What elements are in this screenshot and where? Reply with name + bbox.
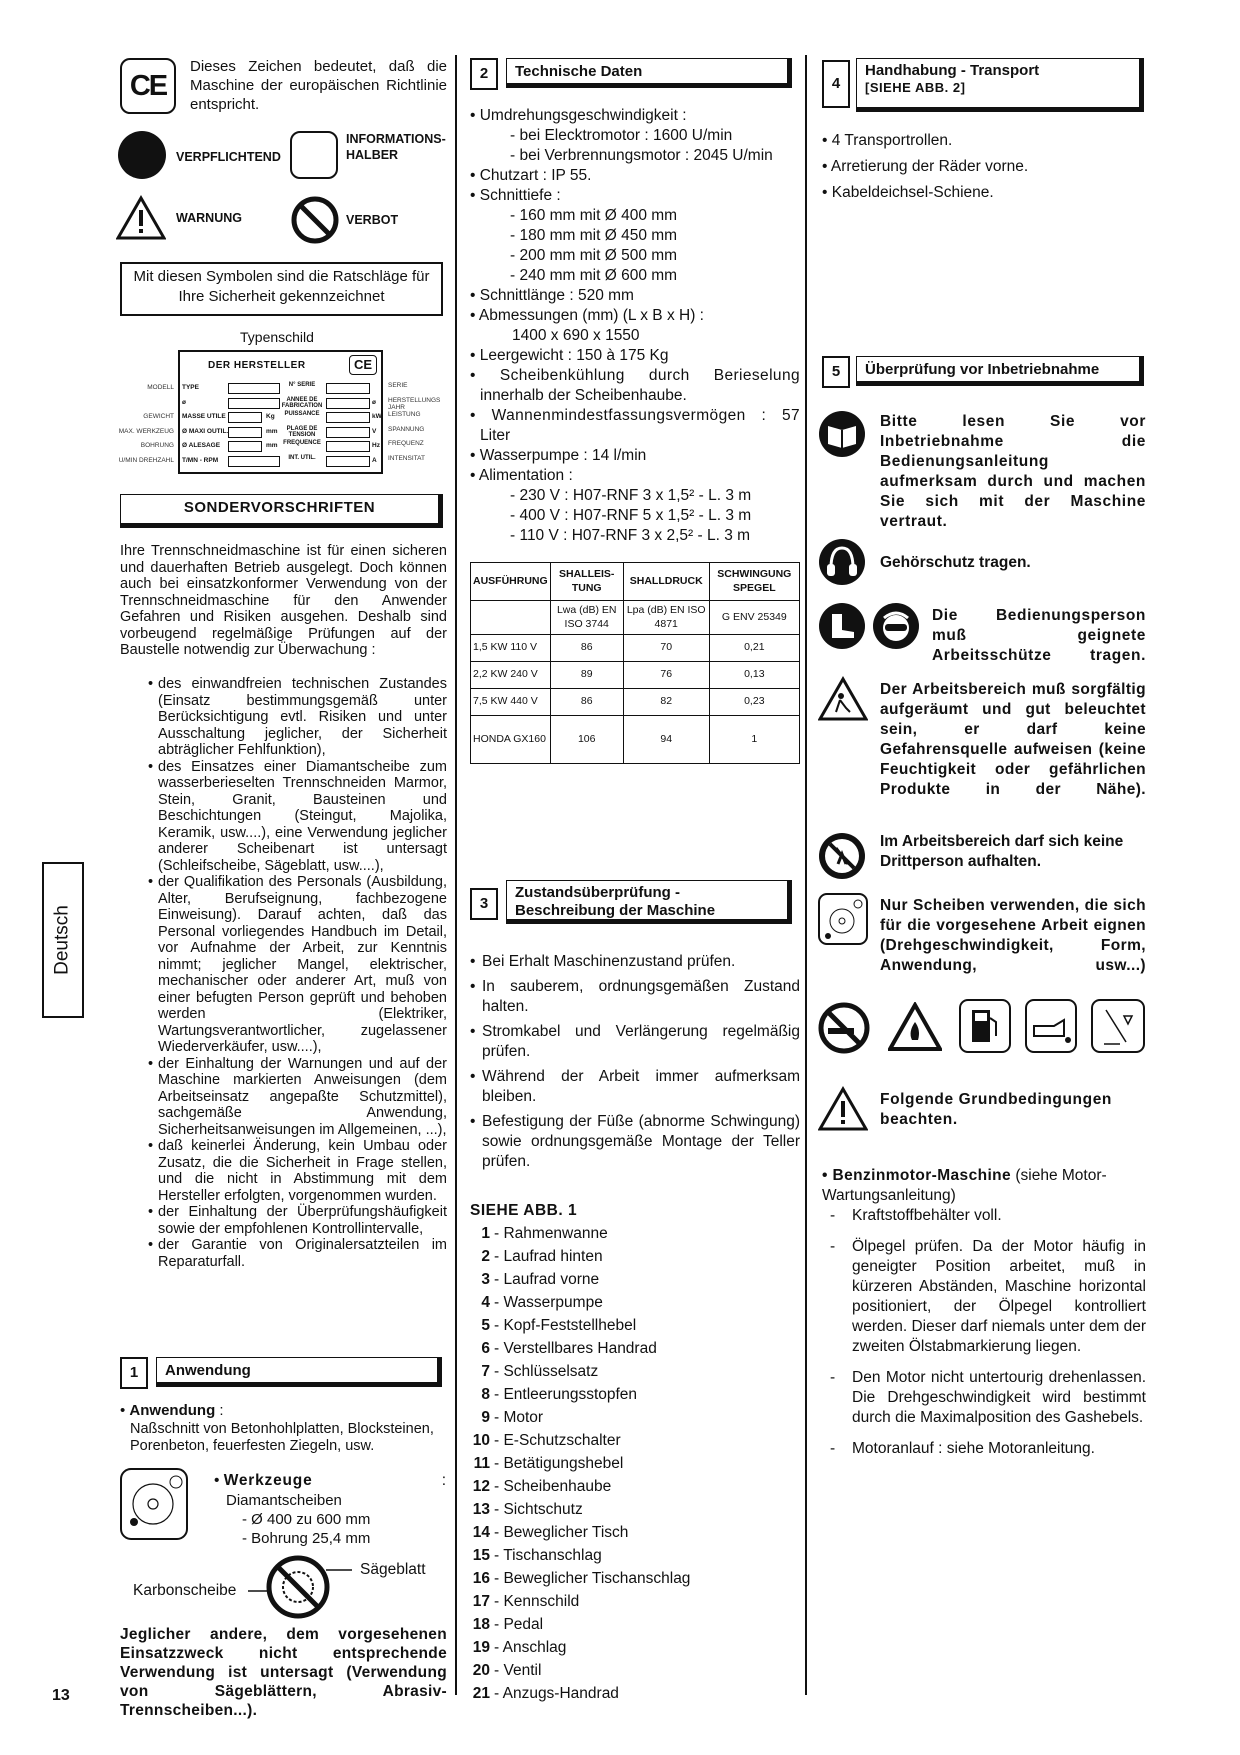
noise-table-cell: 70	[623, 635, 709, 662]
part-item	[470, 1429, 690, 1452]
plate-field-label: INT. UTIL.	[288, 454, 316, 461]
ce-description: Dieses Zeichen bedeutet, daß die Maschine der europäischen Richtlinie entspricht.	[190, 58, 447, 113]
bullet: •	[470, 1023, 476, 1040]
part-number: 17	[472, 1593, 490, 1610]
mandatory-label: VERPFLICHTEND	[176, 150, 281, 164]
warning-icon	[116, 195, 166, 241]
part-number: 14	[472, 1524, 490, 1541]
part-name: - Laufrad vorne	[494, 1271, 600, 1288]
plate-field-label: MASSE UTILE	[182, 413, 226, 420]
fuel-pump-icon	[958, 998, 1012, 1054]
bullet: •	[148, 1055, 154, 1072]
tech-data-line: • Schnittlänge : 520 mm	[470, 287, 634, 304]
part-item	[470, 1590, 690, 1613]
noise-table-row	[471, 716, 800, 764]
tech-data-line: - 230 V : H07-RNF 3 x 1,5² - L. 3 m	[510, 487, 752, 504]
part-name: - Ventil	[494, 1662, 542, 1679]
plate-left-label: U/MIN DREHZAHL	[118, 456, 174, 464]
part-item	[470, 1245, 690, 1268]
tech-data-line: • Leergewicht : 150 à 175 Kg	[470, 347, 669, 364]
bullet: •	[470, 953, 476, 970]
bullet: •	[148, 874, 154, 890]
part-number: 1	[481, 1225, 490, 1242]
disc-rotation-icon	[120, 1468, 188, 1540]
part-number: 9	[481, 1409, 490, 1426]
part-item	[470, 1406, 690, 1429]
tech-data-line: - 160 mm mit Ø 400 mm	[510, 207, 678, 224]
tech-data-line: • Wannenmindestfassungsvermögen : 57	[470, 407, 800, 424]
tech-data-list	[470, 106, 800, 546]
part-name: - Anzugs-Handrad	[494, 1685, 619, 1702]
part-item	[470, 1337, 690, 1360]
part-number: 20	[472, 1662, 490, 1679]
sonder-item	[148, 759, 447, 875]
bullet: •	[470, 1068, 476, 1085]
sonder-title: SONDERVORSCHRIFTEN	[183, 499, 376, 516]
section-1-title: Anwendung	[156, 1357, 442, 1387]
warning-label: WARNUNG	[176, 211, 242, 225]
section-4-number: 4	[822, 60, 850, 108]
oil-check-icon	[1024, 998, 1078, 1054]
benzin-check-text: Ölpegel prüfen. Da der Motor häufig in geneigter Position arbeitet, muß in kürzeren Abständen, Maschine horizontal positioniert, der Ölpegel kontrolliert werden. Dieser darf niemals unter dem der zweiten Ölstabmarkierung liegen.	[852, 1238, 1146, 1355]
tidy-workplace-warning-icon	[818, 676, 868, 722]
condition-check-text: Bei Erhalt Maschinenzustand prüfen.	[482, 953, 736, 970]
plate-field	[228, 383, 280, 394]
plate-field-label: ø	[182, 398, 186, 406]
part-item	[470, 1222, 690, 1245]
part-item	[470, 1613, 690, 1636]
part-name: - Pedal	[494, 1616, 544, 1633]
tech-data-line: • Chutzart : IP 55.	[470, 167, 592, 184]
sonder-item-text: des Einsatzes einer Diamantscheibe zum wasserberieselten Trennschneiden Marmor, Stein, Granit, Bausteinen und Beschichtungen (Steingut, Majolika, Keramik, usw....), eine Verwendung jeglicher anderer Scheibenart ist untersagt (Schleifscheibe, Sägeblatt, usw....),	[158, 758, 447, 874]
benzin-note: (siehe Motor-Wartungsanleitung)	[822, 1167, 1107, 1204]
bullet: •	[148, 1204, 154, 1220]
part-name: - Beweglicher Tisch	[494, 1524, 629, 1541]
type-plate-ce: CE	[349, 355, 377, 375]
benzin-check-item	[822, 1439, 1146, 1459]
noise-table-cell: 0,21	[709, 635, 799, 662]
plate-right-label: INTENSITAT	[388, 454, 425, 462]
werkzeuge-line: Diamantscheiben	[226, 1492, 342, 1509]
part-item	[470, 1567, 690, 1590]
part-number: 19	[472, 1639, 490, 1656]
plate-unit: mm	[266, 427, 278, 435]
plate-field	[326, 427, 370, 438]
condition-check-list	[470, 952, 800, 1177]
anwendung-text: Naßschnitt von Betonhohlplatten, Blocksteinen, Porenbeton, feuerfesten Ziegeln, usw.	[130, 1421, 434, 1454]
ce-mark: CE	[120, 58, 176, 114]
benzin-label: • Benzinmotor-Maschine	[822, 1167, 1012, 1184]
part-item	[470, 1498, 690, 1521]
bullet: •	[470, 1113, 476, 1130]
werkzeuge-line: - Ø 400 zu 600 mm	[242, 1511, 371, 1528]
symbols-note: Mit diesen Symbolen sind die Ratschläge für Ihre Sicherheit gekennzeichnet	[120, 262, 443, 316]
plate-left-label: GEWICHT	[143, 413, 174, 420]
plate-right-label: FREQUENZ	[388, 440, 424, 447]
noise-table-wrap	[470, 562, 800, 764]
sonder-item	[148, 874, 447, 1056]
part-item	[470, 1659, 690, 1682]
type-plate-header: DER HERSTELLER	[208, 360, 306, 371]
section-2-number: 2	[470, 58, 498, 90]
transport-item: • Arretierung der Räder vorne.	[822, 158, 1029, 175]
part-item	[470, 1452, 690, 1475]
bullet: •	[148, 1237, 154, 1253]
condition-check-text: Befestigung der Füße (abnorme Schwingung) sowie ordnungsgemäße Montage der Teller prüfen.	[482, 1113, 800, 1170]
basic-conditions-warning-icon	[818, 1086, 868, 1132]
sonder-header	[120, 494, 443, 528]
part-item	[470, 1268, 690, 1291]
sonder-item-text: der Einhaltung der Warnungen und auf der Maschine markierten Anweisungen (dem Arbeitseinsatz angepaßte Schutzmittel), sachgemäße Anwendung, Sicherheitsanweisungen im Allgemeinen, ...),	[158, 1055, 447, 1138]
part-name: - Motor	[494, 1409, 544, 1426]
benzin-check-text: Kraftstoffbehälter voll.	[852, 1207, 1002, 1224]
part-item	[470, 1544, 690, 1567]
no-saw-blade-icon	[246, 1550, 356, 1620]
part-name: - Rahmenwanne	[494, 1225, 608, 1242]
part-number: 11	[473, 1455, 490, 1472]
section-2-title: Technische Daten	[506, 58, 792, 88]
noise-table-cell: 1,5 KW 110 V	[471, 635, 551, 662]
part-number: 6	[481, 1340, 490, 1357]
language-tab	[42, 862, 84, 1018]
safety-read-manual: Bitte lesen Sie vor Inbetriebnahme die Bedienungsanleitung aufmerksam durch und machen Sie sich mit der Maschine vertraut.	[880, 413, 1146, 530]
info-label: INFORMATIONS-HALBER	[346, 132, 446, 162]
section-5-title: Überprüfung vor Inbetriebnahme	[856, 356, 1144, 386]
benzin-check-item	[822, 1368, 1146, 1428]
plate-unit: V	[372, 427, 377, 435]
tech-data-line: innerhalb der Scheibenhaube.	[480, 387, 687, 404]
dash: -	[830, 1207, 836, 1224]
benzin-check-text: Motoranlauf : siehe Motoranleitung.	[852, 1440, 1095, 1457]
plate-left-label: MODELL	[147, 384, 174, 391]
siehe-abb-1: SIEHE ABB. 1	[470, 1202, 578, 1219]
part-name: - Scheibenhaube	[494, 1478, 612, 1495]
level-check-icon	[1090, 998, 1146, 1054]
noise-table-cell: 2,2 KW 240 V	[471, 662, 551, 689]
part-number: 5	[481, 1317, 490, 1334]
part-number: 10	[472, 1432, 490, 1449]
column-divider-right	[805, 55, 807, 1695]
tech-data-line: - bei Verbrennungsmotor : 2045 U/min	[510, 147, 773, 164]
noise-table-header: AUSFÜHRUNG	[471, 563, 551, 601]
plate-field	[228, 456, 280, 467]
plate-field	[228, 398, 280, 409]
parts-list	[470, 1222, 690, 1705]
plate-field-label: Ø MAXI OUTIL.	[182, 427, 229, 435]
page-number: 13	[52, 1687, 70, 1704]
noise-table-subheader: Lpa (dB) EN ISO 4871	[623, 601, 709, 635]
tech-data-line: • Scheibenkühlung durch Berieselung	[470, 367, 800, 384]
noise-table-cell: 0,13	[709, 662, 799, 689]
part-name: - Wasserpumpe	[494, 1294, 603, 1311]
condition-check-item	[470, 1112, 800, 1172]
section-3-number: 3	[470, 888, 498, 920]
safety-protective-gear: Die Bedienungsperson muß geignete Arbeitsschütze tragen.	[932, 607, 1146, 664]
noise-table-cell: 7,5 KW 440 V	[471, 689, 551, 716]
sonder-item	[148, 1056, 447, 1139]
part-number: 3	[481, 1271, 490, 1288]
part-number: 4	[481, 1294, 490, 1311]
plate-field	[228, 412, 262, 423]
bullet: •	[148, 676, 154, 692]
dash: -	[830, 1440, 836, 1457]
saegeblatt-label: Sägeblatt	[360, 1561, 426, 1578]
section-1-number: 1	[120, 1357, 148, 1389]
section-1-header	[120, 1357, 442, 1391]
section-4-title: Handhabung - Transport [SIEHE ABB. 2]	[856, 58, 1144, 112]
plate-field	[228, 441, 262, 452]
benzin-check-item	[822, 1206, 1146, 1226]
werkzeuge-block: • Werkzeuge :	[214, 1472, 446, 1489]
tech-data-line: 1400 x 690 x 1550	[512, 327, 640, 344]
anwendung-label: Anwendung	[129, 1402, 216, 1419]
noise-table-cell: 0,23	[709, 689, 799, 716]
part-item	[470, 1360, 690, 1383]
plate-field	[326, 412, 370, 423]
sonder-item	[148, 676, 447, 759]
benzin-check-text: Den Motor nicht untertourig drehenlassen. Die Drehgeschwindigkeit wird bestimmt durch die Maximalposition des Gashebels.	[852, 1369, 1146, 1426]
dash: -	[830, 1238, 836, 1255]
part-item	[470, 1291, 690, 1314]
sonder-item-text: der Garantie von Originalersatzteilen im Reparaturfall.	[158, 1237, 447, 1270]
part-name: - Verstellbares Handrad	[494, 1340, 657, 1357]
noise-table-header: SCHWINGUNG SPEGEL	[709, 563, 799, 601]
part-name: - Laufrad hinten	[494, 1248, 603, 1265]
part-number: 8	[481, 1386, 490, 1403]
condition-check-item	[470, 952, 800, 972]
safety-no-bystanders: Im Arbeitsbereich darf sich keine Drittperson aufhalten.	[880, 833, 1124, 870]
dash: -	[830, 1369, 836, 1386]
noise-table-subheader-row	[471, 601, 800, 635]
sonder-item	[148, 1204, 447, 1237]
sonder-item	[148, 1138, 447, 1204]
part-number: 16	[472, 1570, 490, 1587]
section-3-header	[470, 880, 792, 928]
plate-field	[326, 441, 370, 452]
plate-unit: ø	[372, 398, 376, 406]
plate-field-label: PLAGE DE TENSION	[286, 425, 318, 438]
tech-data-line: • Abmessungen (mm) (L x B x H) :	[470, 307, 704, 324]
plate-field-label: PUISSANCE	[284, 411, 320, 417]
plate-right-label: SERIE	[388, 382, 408, 389]
section-3-title: Zustandsüberprüfung - Beschreibung der Maschine	[506, 880, 792, 924]
part-name: - Sichtschutz	[494, 1501, 583, 1518]
plate-unit: Hz	[372, 442, 380, 449]
part-item	[470, 1521, 690, 1544]
bullet: •	[470, 978, 476, 995]
tech-data-line: Liter	[480, 427, 511, 444]
part-number: 2	[481, 1248, 490, 1265]
werkzeuge-line: - Bohrung 25,4 mm	[242, 1530, 371, 1547]
safety-work-area: Der Arbeitsbereich muß sorgfältig aufgeräumt und gut beleuchtet sein, er darf keine Gefahrensquelle aufweisen (keine Feuchtigkeit oder gefährlichen Produkte in der Nähe).	[880, 681, 1146, 798]
part-name: - Kennschild	[494, 1593, 580, 1610]
condition-check-item	[470, 1022, 800, 1062]
karbonscheibe-label: Karbonscheibe	[133, 1582, 237, 1599]
part-name: - Anschlag	[494, 1639, 567, 1656]
noise-table-cell: 82	[623, 689, 709, 716]
condition-check-item	[470, 977, 800, 1017]
noise-table-cell: 86	[550, 635, 623, 662]
plate-field	[326, 456, 370, 467]
bullet: •	[148, 758, 154, 775]
noise-table-header-row	[471, 563, 800, 601]
tech-data-line: • Umdrehungsgeschwindigkeit :	[470, 107, 687, 124]
plate-unit: kW	[372, 413, 382, 420]
noise-table-header: SHALLEIS-TUNG	[550, 563, 623, 601]
part-item	[470, 1314, 690, 1337]
prohibited-label: VERBOT	[346, 213, 399, 227]
forbidden-use-text: Jeglicher andere, dem vorgesehenen Einsatzzweck nicht entsprechende Verwendung ist untersagt (Verwendung von Sägeblättern, Abrasiv-Trennscheiben...).	[120, 1626, 447, 1719]
benzin-check-item	[822, 1237, 1146, 1357]
section-2-header	[470, 58, 792, 92]
condition-check-text: Während der Arbeit immer aufmerksam bleiben.	[482, 1068, 800, 1105]
tech-data-line: - 400 V : H07-RNF 5 x 1,5² - L. 3 m	[510, 507, 752, 524]
part-name: - Betätigungshebel	[494, 1455, 624, 1472]
tech-data-line: • Alimentation :	[470, 467, 573, 484]
benzin-checklist	[822, 1206, 1146, 1470]
section-5-header	[822, 356, 1144, 390]
plate-field-label: ANNEE DE FABRICATION	[281, 396, 323, 409]
plate-right-label: LEISTUNG	[388, 411, 421, 418]
sonder-item	[148, 1237, 447, 1270]
noise-table-cell: 106	[550, 716, 623, 764]
bullet: •	[148, 1138, 154, 1154]
plate-left-label: BOHRUNG	[140, 442, 174, 449]
sonder-item-text: der Einhaltung der Überprüfungshäufigkeit sowie der empfohlenen Kontrollintervalle,	[158, 1204, 447, 1237]
noise-table-cell: 86	[550, 689, 623, 716]
plate-field-label: N° SERIE	[288, 382, 316, 388]
part-name: - Kopf-Feststellhebel	[494, 1317, 637, 1334]
tech-data-line: - 180 mm mit Ø 450 mm	[510, 227, 678, 244]
werkzeuge-label: Werkzeuge	[223, 1472, 313, 1489]
plate-left-label: MAX. WERKZEUG	[118, 427, 174, 435]
plate-right-label: SPANNUNG	[388, 425, 425, 433]
part-name: - Tischanschlag	[494, 1547, 602, 1564]
sonder-intro: Ihre Trennschneidmaschine ist für einen sicheren und dauerhaften Betrieb ausgelegt. Doch können auch bei einsatzkonformer Verwendung von der Trennschneidmaschine für den Anwender Gefahren und Risiken ausgehen. Deshalb sind vorbeugend regelmäßige Prüfungen auf der Baustelle notwendig zur Überwachung :	[120, 543, 447, 658]
column-divider-left	[455, 55, 457, 1695]
noise-table-header: SHALLDRUCK	[623, 563, 709, 601]
mandatory-icon	[118, 131, 166, 179]
no-smoking-icon	[818, 1002, 870, 1054]
prohibited-icon	[290, 195, 340, 245]
noise-table	[470, 562, 800, 764]
transport-item: • 4 Transportrollen.	[822, 132, 953, 149]
plate-field	[326, 383, 370, 394]
part-item	[470, 1682, 690, 1705]
part-item	[470, 1383, 690, 1406]
part-item	[470, 1475, 690, 1498]
noise-table-cell: 1	[709, 716, 799, 764]
safety-basic-conditions: Folgende Grundbedingungen beachten.	[880, 1091, 1112, 1128]
condition-check-item	[470, 1067, 800, 1107]
plate-field-label: TYPE	[182, 384, 199, 391]
noise-table-subheader: G ENV 25349	[709, 601, 799, 635]
anwendung-block: • Anwendung :	[120, 1402, 224, 1419]
werkzeuge-lines	[226, 1491, 370, 1548]
part-name: - Entleerungsstopfen	[494, 1386, 638, 1403]
part-number: 18	[472, 1616, 490, 1633]
section-4-header	[822, 58, 1144, 112]
face-protection-icon	[872, 602, 920, 650]
plate-field	[326, 398, 370, 409]
plate-field-label: Ø ALESAGE	[182, 442, 221, 449]
language-tab-label: Deutsch	[51, 905, 73, 975]
tech-data-line: • Schnittiefe :	[470, 187, 561, 204]
werkzeuge-colon: :	[441, 1472, 446, 1489]
condition-check-text: In sauberem, ordnungsgemäßen Zustand halten.	[482, 978, 800, 1015]
noise-table-row	[471, 689, 800, 716]
transport-list	[822, 128, 1142, 206]
noise-table-cell: 94	[623, 716, 709, 764]
part-item	[470, 1636, 690, 1659]
ear-protection-icon	[818, 538, 866, 586]
benzin-block	[822, 1166, 1146, 1206]
noise-table-cell: 76	[623, 662, 709, 689]
plate-right-label: HERSTELLUNGS JAHR	[388, 396, 441, 411]
plate-unit: A	[372, 456, 377, 464]
noise-table-subheader: Lwa (dB) EN ISO 3744	[550, 601, 623, 635]
part-number: 21	[472, 1685, 490, 1702]
safety-disc-suitability: Nur Scheiben verwenden, die sich für die vorgesehene Arbeit eignen (Drehgeschwindigkeit, Form, Anwendung, usw...)	[880, 897, 1146, 974]
part-number: 13	[472, 1501, 490, 1518]
plate-field-label: T/MN - RPM	[182, 456, 219, 464]
sonder-item-text: der Qualifikation des Personals (Ausbildung, Alter, Berufseignung, fachbezogene Einweisung). Darauf achten, daß das Personal vorliegendes Handbuch im Detail, vor Aufnahme der Arbeit, zur Kenntnis nimmt; jeglicher Mangel, elektrischer, mechanischer oder anderer Art, muß von einer befugten Person geprüft und behoben werden (Elektriker, Wartungsverantwortlicher, zugelassener Wiederverkäufer, usw....),	[158, 874, 447, 1055]
plate-field	[228, 427, 262, 438]
part-number: 15	[472, 1547, 490, 1564]
read-manual-icon	[818, 410, 866, 458]
part-number: 7	[481, 1363, 490, 1380]
tech-data-line: - 240 mm mit Ø 600 mm	[510, 267, 678, 284]
safety-ear-protection: Gehörschutz tragen.	[880, 554, 1031, 571]
plate-unit: Kg	[266, 413, 275, 420]
condition-check-text: Stromkabel und Verlängerung regelmäßig prüfen.	[482, 1023, 800, 1060]
sonder-item-text: daß keinerlei Änderung, kein Umbau oder Zusatz, die die Sicherheit in Frage stellen, und die nicht in Abstimmung mit dem Hersteller erfolgten, vorgenommen wurden.	[158, 1138, 447, 1204]
part-number: 12	[472, 1478, 490, 1495]
flammable-warning-icon	[888, 1002, 942, 1052]
tech-data-line: - 200 mm mit Ø 500 mm	[510, 247, 678, 264]
transport-item: • Kabeldeichsel-Schiene.	[822, 184, 994, 201]
sonder-list	[148, 676, 447, 1270]
plate-unit: mm	[266, 442, 278, 449]
sonder-item-text: des einwandfreien technischen Zustandes (Einsatz bestimmungsgemäß unter Berücksichtigung evtl. Risiken und unter Ausschaltung jeglicher, der Sicherheit abträglicher Fehlfunktion),	[158, 676, 447, 758]
noise-table-cell: HONDA GX160	[471, 716, 551, 764]
tech-data-line: - bei Elecktromotor : 1600 U/min	[510, 127, 733, 144]
tech-data-line: • Wasserpumpe : 14 l/min	[470, 447, 647, 464]
type-plate-caption: Typenschild	[240, 329, 314, 345]
noise-table-cell: 89	[550, 662, 623, 689]
tech-data-line: - 110 V : H07-RNF 3 x 2,5² - L. 3 m	[510, 527, 751, 544]
part-name: - Schlüsselsatz	[494, 1363, 599, 1380]
noise-table-row	[471, 635, 800, 662]
info-icon	[290, 131, 338, 179]
plate-field-label: FREQUENCE	[283, 440, 321, 446]
noise-table-subheader	[471, 601, 551, 635]
safety-boots-icon	[818, 602, 866, 650]
part-name: - Beweglicher Tischanschlag	[494, 1570, 691, 1587]
noise-table-row	[471, 662, 800, 689]
part-name: - E-Schutzschalter	[494, 1432, 621, 1449]
section-5-number: 5	[822, 356, 850, 388]
no-bystanders-icon	[818, 832, 866, 880]
disc-suitability-icon	[818, 893, 868, 945]
